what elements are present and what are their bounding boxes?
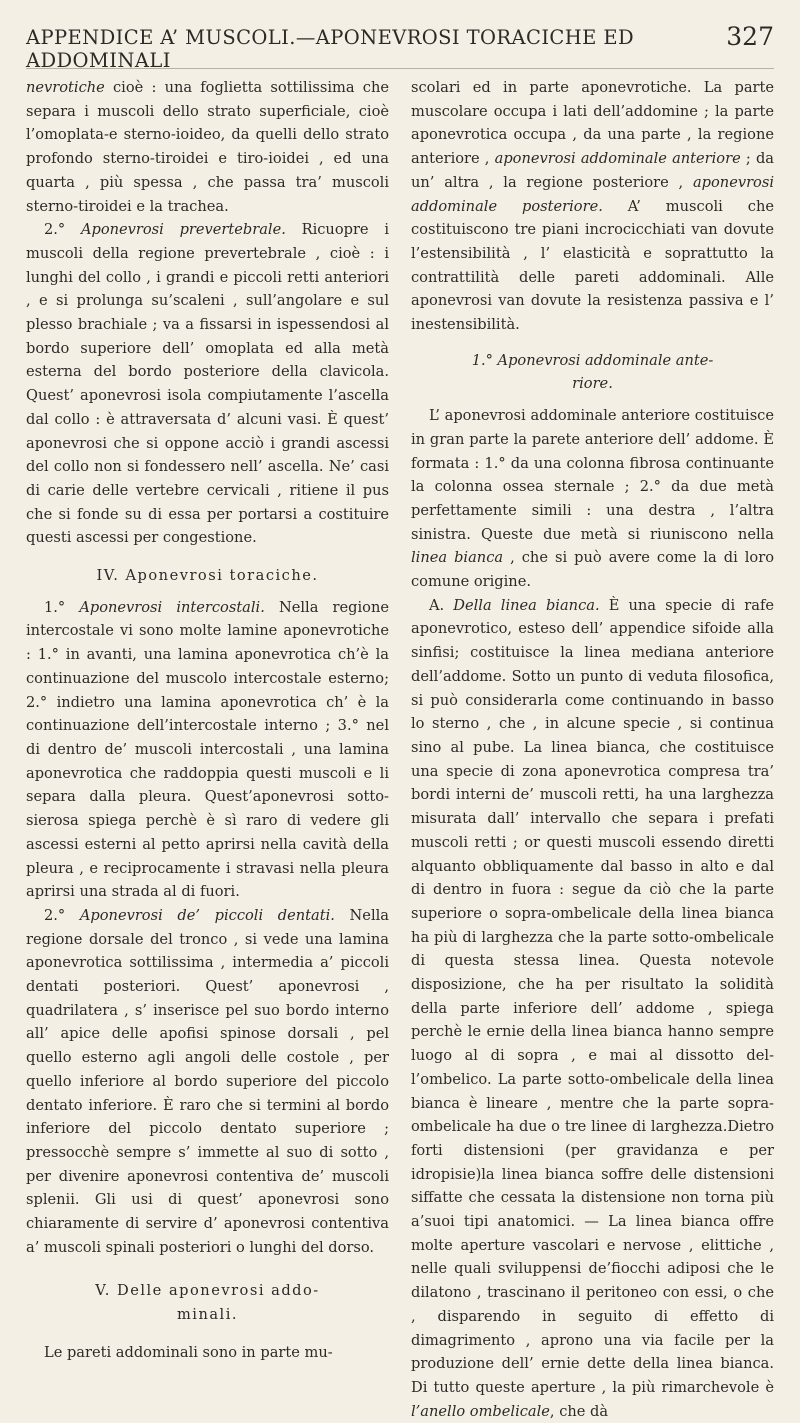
item-title: Aponevrosi de’ piccoli dentati.	[79, 906, 335, 924]
paragraph-text: A’ muscoli che costituiscono tre piani incrocicchiati van dovute l’estensibilità , l’ elasticità e soprattutto la contrattilità delle pareti addominali. Alle aponevrosi van dovute la resistenza passiva e l’ inestensibilità.	[411, 197, 774, 334]
paragraph	[26, 218, 389, 550]
running-header	[26, 22, 774, 72]
paragraph	[411, 404, 774, 594]
section-heading: IV. Aponevrosi toraciche.	[96, 567, 319, 585]
heading-line: minali.	[176, 1306, 239, 1324]
section-heading	[26, 1279, 389, 1326]
item-title: Aponevrosi intercostali.	[79, 598, 265, 616]
paragraph: Le pareti addominali sono in parte mu-	[44, 1343, 333, 1361]
paragraph-text: Ricuopre i muscoli della regione prevertebrale , cioè : i lunghi del collo , i grandi e piccoli retti anteriori , e si prolunga su’scaleni , sull’angolare e sul plesso brachiale ; va a fissarsi in ispessendosi al bordo superiore dell’ omoplata ed alla metà esterna del bordo posteriore della clavicola. Quest’ aponevrosi isola compiutamente l’ascella dal collo : è attraversata d’ alcuni vasi. È quest’ aponevrosi che si oppone acciò i grandi ascessi del collo non si fondessero nell’ ascella. Ne’ casi di carie delle vertebre cervicali , ritiene il pus che si fonde su di essa per portarsi a costituire questi ascessi per congestione.	[26, 221, 389, 547]
paragraph-text: Nella regione intercostale vi sono molte lamine aponevrotiche : 1.° in avanti, una lamina aponevrotica ch’è la continuazione del muscolo intercostale esterno; 2.° indietro una lamina aponevrotica ch’ è la continuazione dell’intercostale interno ; 3.° nel di dentro de’ muscoli intercostali , una lamina aponevrotica che raddoppia questi muscoli e li separa dalla pleura. Quest’aponevrosi sotto-sierosa spiega perchè è sì raro di vedere gli ascessi esterni al petto aprirsi nella cavità della pleura , e reciprocamente i stravasi nella pleura aprirsi una strada al di fuori.	[26, 598, 389, 901]
text-columns	[26, 76, 774, 1423]
paragraph-text: L’ aponevrosi addominale anteriore costituisce in gran parte la parete anteriore dell’ addome. È formata : 1.° da una colonna fibrosa continuante la colonna ossea sternale ; 2.° da due metà perfettamente simili : una destra , l’altra sinistra. Queste due metà si riuniscono nella	[411, 407, 774, 543]
paragraph-text: È una specie di rafe aponevrotico, esteso dell’ appendice sifoide alla sinfisi; costituisce la linea mediana anteriore dell’addome. Sotto un punto di veduta filosofica, si può considerarla come continuando in basso lo sterno , che , in alcune specie , si continua sino al pube. La linea bianca, che costituisce una specie di zona aponevrotica compresa tra’ bordi interni de’ muscoli retti, ha una larghezza misurata dall’ intervallo che separa i prefati muscoli retti ; or questi muscoli essendo diretti alquanto obbliquamente dal basso in alto e dal di dentro in fuora : segue da ciò che la parte superiore o sopra-ombelicale della linea bianca ha più di larghezza che la parte sotto-ombelicale di questa stessa linea. Questa notevole disposizione, che ha per risultato la solidità della parte inferiore dell’ addome , spiega perchè le ernie della linea bianca hanno sempre luogo al di sopra , e mai al dissotto del-l’ombelico. La parte sotto-ombelicale della linea bianca è lineare , mentre che la parte sopra-ombelicale ha due o tre linee di larghezza.Dietro forti distensioni (per gravidanza e per idropisie)la linea bianca soffre delle distensioni siffatte che cessata la distensione non torna più a’suoi tipi anatomici. — La linea bianca offre molte aperture vascolari e nervose , elittiche , nelle quali sviluppensi de’fiocchi adiposi che le dilatono , trascinano il peritoneo con essi, o che , disparendo in seguito di effetto di dimagrimento , aprono una via facile per la produzione dell’ ernie dette della linea bianca. Di tutto queste aperture , la più rimarchevole è	[411, 596, 774, 1396]
paragraph-text: , che si può avere come la di loro comune origine.	[411, 549, 774, 591]
right-column	[411, 76, 774, 1423]
running-title: APPENDICE A’ MUSCOLI.—APONEVROSI TORACICHE ED ADDOMINALI	[26, 26, 635, 72]
paragraph	[411, 594, 774, 1423]
page-number: 327	[726, 22, 774, 51]
paragraph-text: ; da un’ altra , la regione posteriore ,	[411, 150, 775, 191]
item-number: 2.°	[44, 906, 80, 924]
paragraph-text: Nella regione dorsale del tronco , si vede una lamina aponevrotica sottilissima , intermedia a’ piccoli dentati posteriori. Quest’ aponevrosi , quadrilatera , s’ inserisce pel suo bordo interno all’ apice delle apofisi spinose dorsali , pel quello esterno agli angoli delle costole , per quello inferiore al bordo superiore del piccolo dentato inferiore. È raro che si termini al bordo inferiore del piccolo dentato superiore ; pressocchè sempre s’ immette al suo di sotto , per divenire aponevrosi contentiva de’ muscoli splenii. Gli usi di quest’ aponevrosi sono chiaramente di servire d’ aponevrosi contentiva a’ muscoli spinali posteriori o lunghi del dorso.	[26, 906, 389, 1256]
italic-term: nevrotiche	[26, 79, 105, 96]
left-column	[26, 76, 389, 1423]
item-number: A.	[429, 596, 454, 614]
italic-term: l’anello ombelicale	[411, 1402, 550, 1420]
italic-term: linea bianca	[411, 549, 504, 567]
paragraph-text: cioè : una foglietta sottilissima che separa i muscoli dello strato superficiale, cioè l’omoplata-e sterno-ioideo, da quelli dello strato profondo sterno-tiroidei e tiro-ioidei , ed una quarta , più spessa , che passa tra’ muscoli sterno-tiroidei e la trachea.	[26, 79, 389, 215]
item-title: Della linea bianca.	[453, 596, 600, 614]
italic-term: aponevrosi addominale posteriore.	[411, 173, 774, 215]
italic-term: aponevrosi addominale anteriore	[494, 150, 741, 168]
subsection-heading	[411, 349, 774, 396]
paragraph-text: , che dà	[549, 1402, 609, 1420]
item-number: 1.°	[44, 598, 80, 616]
item-title: Aponevrosi prevertebrale.	[80, 221, 286, 239]
item-number: 2.°	[44, 221, 81, 239]
paragraph	[411, 76, 774, 337]
paragraph	[26, 76, 389, 218]
paragraph	[26, 904, 389, 1260]
heading-line: V. Delle aponevrosi addo-	[95, 1282, 320, 1300]
paragraph	[26, 596, 389, 904]
paragraph-text: scolari ed in parte aponevrotiche. La parte muscolare occupa i lati dell’addomine ; la parte aponevrotica occupa , da una parte , la regione anteriore ,	[411, 79, 774, 168]
heading-line: 1.° Aponevrosi addominale ante-	[471, 351, 714, 369]
heading-line: riore.	[572, 375, 613, 393]
